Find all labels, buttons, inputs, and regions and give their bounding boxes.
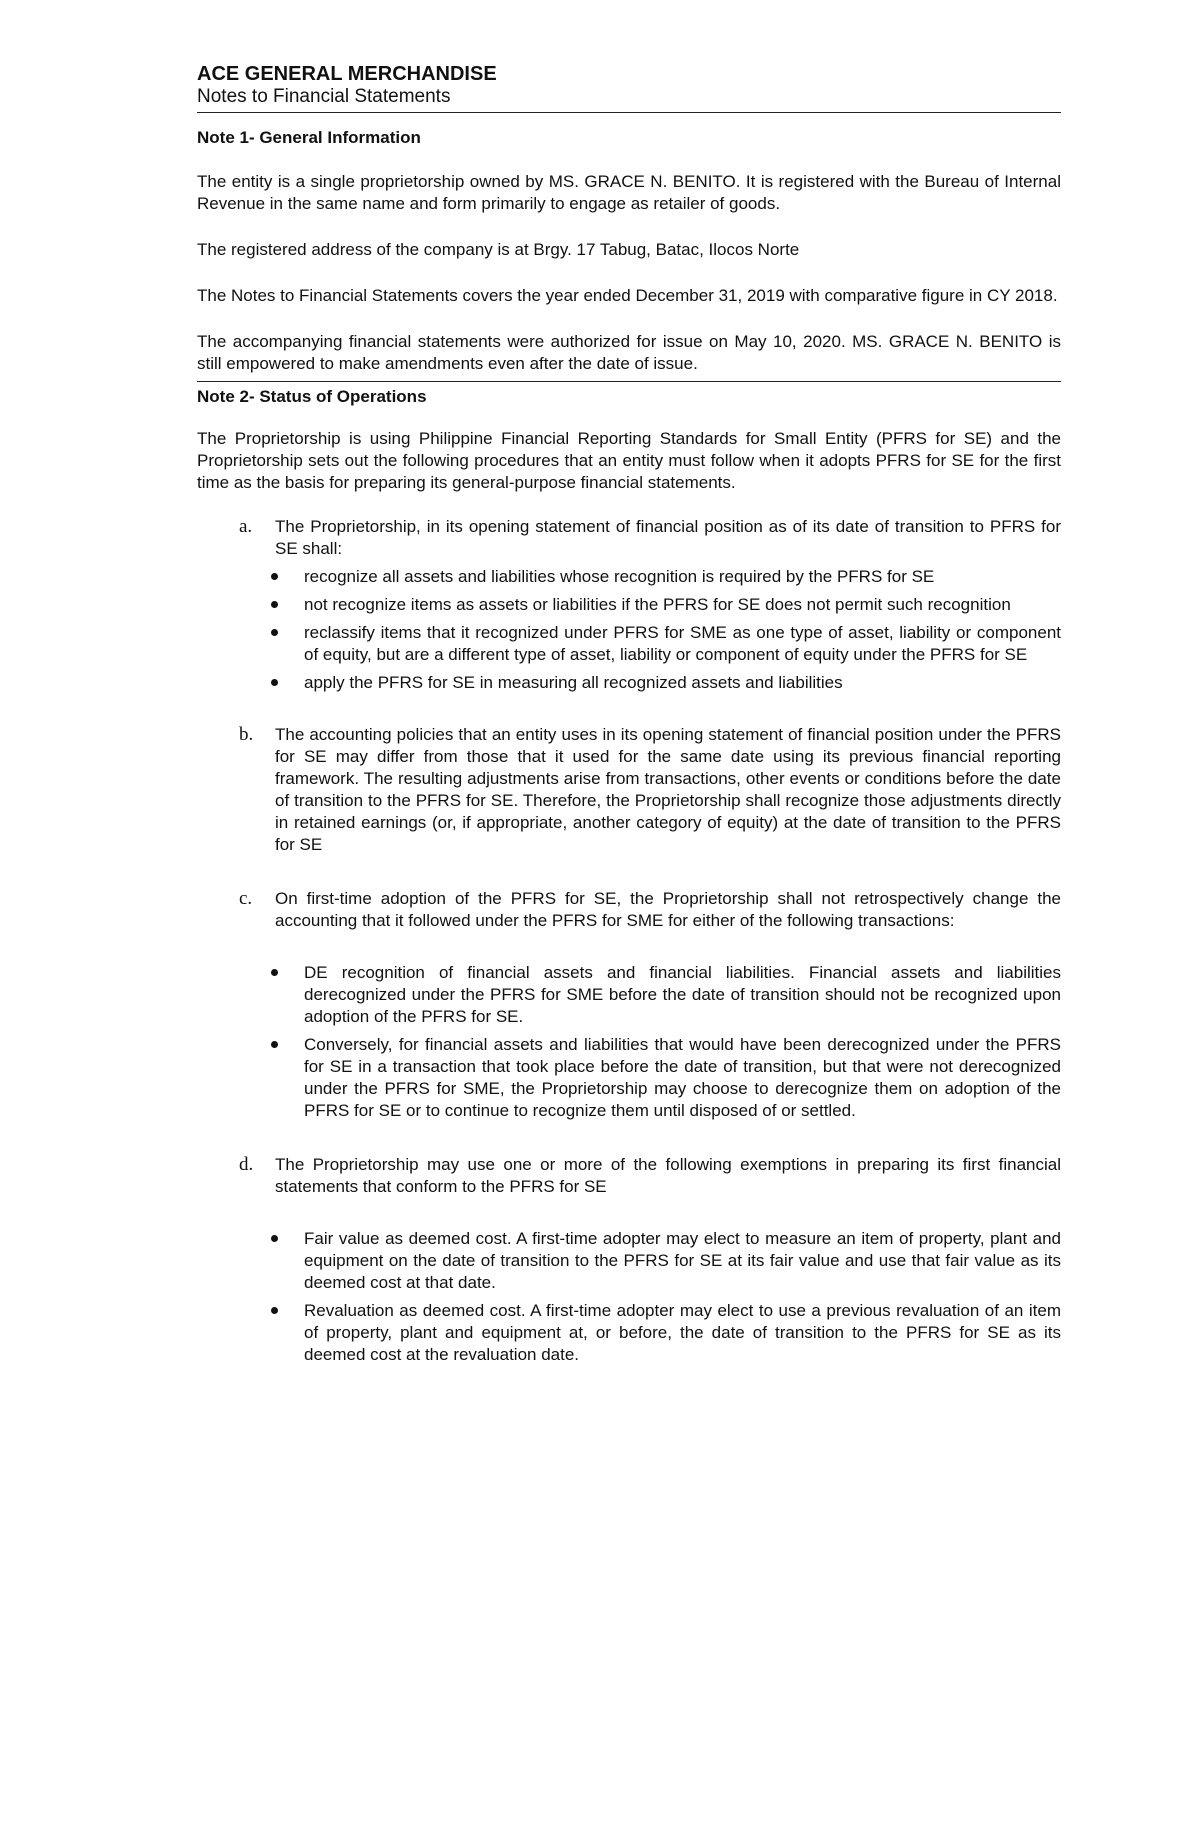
note-1-heading: Note 1- General Information — [197, 128, 421, 147]
bullet-icon — [271, 601, 278, 608]
bullet-icon — [271, 573, 278, 580]
bullet-item: reclassify items that it recognized under PFRS for SME as one type of asset, liability or component of equity, but are a different type of asset, liability or component of equity under the PFRS for SE — [237, 622, 1061, 666]
bullet-item: not recognize items as assets or liabilities if the PFRS for SE does not permit such recognition — [237, 594, 1061, 616]
list-item-c — [197, 888, 1061, 932]
company-name: ACE GENERAL MERCHANDISE — [197, 63, 497, 85]
bullet-icon — [271, 1235, 278, 1242]
section-divider — [197, 381, 1061, 382]
list-marker: b. — [239, 724, 254, 745]
bullet-list-a — [237, 566, 1061, 694]
list-item-text: On first-time adoption of the PFRS for SE, the Proprietorship shall not retrospectively change the accounting that it followed under the PFRS for SME for either of the following transactions: — [275, 889, 1061, 930]
bullet-item: Fair value as deemed cost. A first-time adopter may elect to measure an item of property, plant and equipment on the date of transition to the PFRS for SE at its fair value and use that fair value as its deemed cost at that date. — [237, 1228, 1061, 1294]
list-item-text: The Proprietorship, in its opening statement of financial position as of its date of transition to PFRS for SE shall: — [275, 517, 1061, 558]
bullet-icon — [271, 1041, 278, 1048]
list-item-a — [197, 516, 1061, 560]
list-item-b — [197, 724, 1061, 856]
list-item-d — [197, 1154, 1061, 1198]
list-marker: d. — [239, 1154, 254, 1175]
note-2-intro: The Proprietorship is using Philippine Financial Reporting Standards for Small Entity (PFRS for SE) and the Proprietorship sets out the following procedures that an entity must follow when it adopts PFRS for SE for the first time as the basis for preparing its general-purpose financial statements. — [197, 429, 1061, 492]
document-page — [197, 62, 1061, 1366]
note-1-section — [197, 127, 1061, 375]
note-2-heading: Note 2- Status of Operations — [197, 387, 427, 406]
note-2-section — [197, 386, 1061, 1366]
bullet-item: Revaluation as deemed cost. A first-time adopter may elect to use a previous revaluation of an item of property, plant and equipment at, or before, the date of transition to the PFRS for SE as its deemed cost at the revaluation date. — [237, 1300, 1061, 1366]
list-item-text: The Proprietorship may use one or more of the following exemptions in preparing its first financial statements that conform to the PFRS for SE — [275, 1155, 1061, 1196]
bullet-list-d — [237, 1228, 1061, 1366]
bullet-list-c — [237, 962, 1061, 1122]
list-marker: c. — [239, 888, 253, 909]
list-marker: a. — [239, 516, 253, 537]
note-1-paragraph: The Notes to Financial Statements covers the year ended December 31, 2019 with comparative figure in CY 2018. — [197, 286, 1058, 305]
document-subtitle: Notes to Financial Statements — [197, 86, 451, 107]
bullet-item: apply the PFRS for SE in measuring all recognized assets and liabilities — [237, 672, 1061, 694]
bullet-icon — [271, 629, 278, 636]
header-divider — [197, 112, 1061, 113]
note-1-paragraph: The entity is a single proprietorship owned by MS. GRACE N. BENITO. It is registered with the Bureau of Internal Revenue in the same name and form primarily to engage as retailer of goods. — [197, 172, 1061, 213]
note-1-paragraph: The accompanying financial statements were authorized for issue on May 10, 2020. MS. GRACE N. BENITO is still empowered to make amendments even after the date of issue. — [197, 332, 1061, 373]
bullet-icon — [271, 1307, 278, 1314]
note-1-paragraph: The registered address of the company is at Brgy. 17 Tabug, Batac, Ilocos Norte — [197, 240, 800, 259]
bullet-icon — [271, 969, 278, 976]
bullet-icon — [271, 679, 278, 686]
list-item-text: The accounting policies that an entity uses in its opening statement of financial position under the PFRS for SE may differ from those that it used for the same date using its previous financial reporting framework. The resulting adjustments arise from transactions, other events or conditions before the date of transition to the PFRS for SE. Therefore, the Proprietorship shall recognize those adjustments directly in retained earnings (or, if appropriate, another category of equity) at the date of transition to the PFRS for SE — [275, 725, 1061, 854]
bullet-item: recognize all assets and liabilities whose recognition is required by the PFRS for SE — [237, 566, 1061, 588]
bullet-item: Conversely, for financial assets and liabilities that would have been derecognized under the PFRS for SE in a transaction that took place before the date of transition, but that were not derecognized under the PFRS for SME, the Proprietorship may choose to derecognize them on adoption of the PFRS for SE or to continue to recognize them until disposed of or settled. — [237, 1034, 1061, 1122]
bullet-item: DE recognition of financial assets and financial liabilities. Financial assets and liabilities derecognized under the PFRS for SME before the date of transition should not be recognized upon adoption of the PFRS for SE. — [237, 962, 1061, 1028]
